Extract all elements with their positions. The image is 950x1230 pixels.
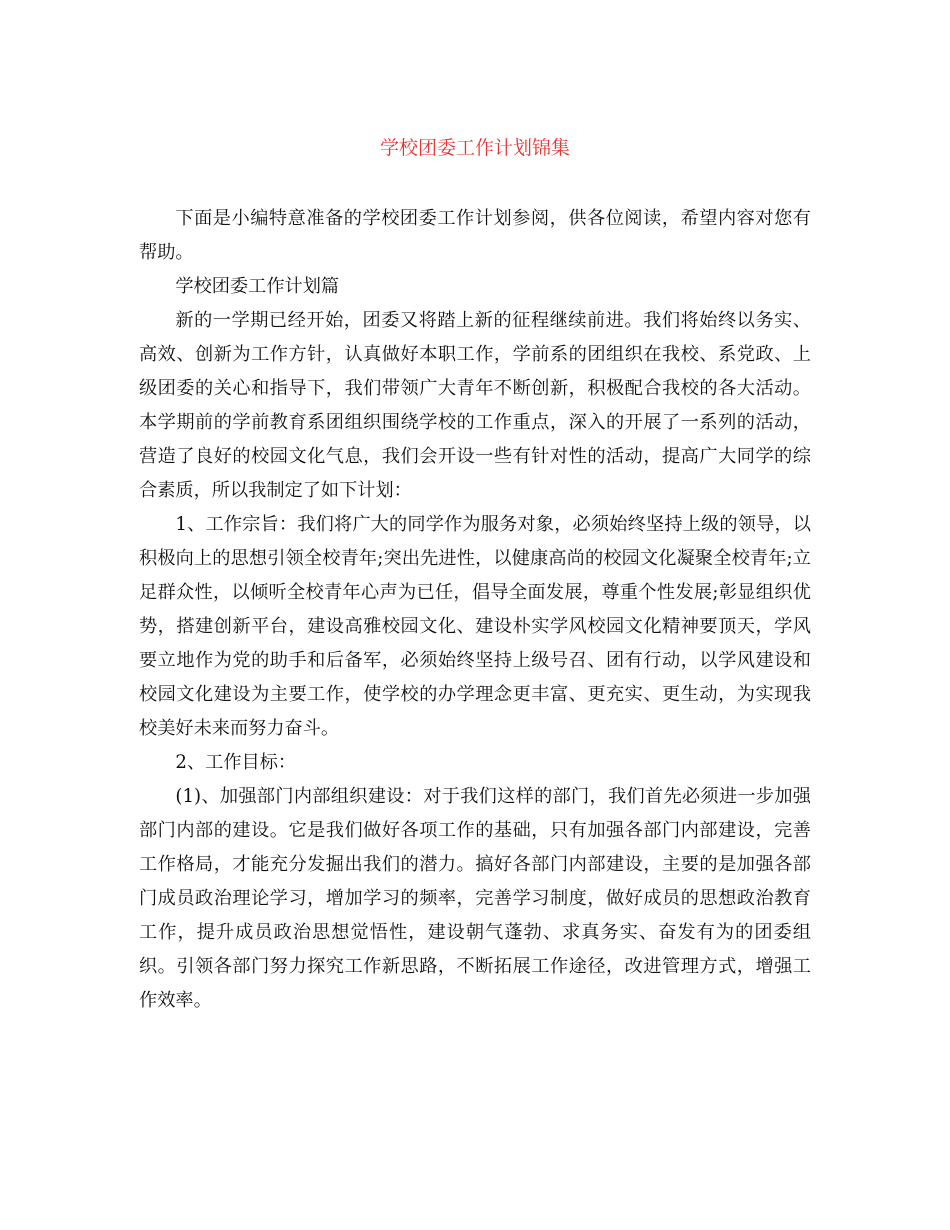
document-title: 学校团委工作计划锦集 (379, 137, 570, 159)
section-heading: 学校团委工作计划篇 (175, 276, 340, 297)
overview-paragraph: 新的一学期已经开始，团委又将踏上新的征程继续前进。我们将始终以务实、高效、创新为工作方针，认真做好本职工作，学前系的团组织在我校、系党政、上级团委的关心和指导下，我们带领广大青年不断创新，积极配合我校的各大活动。本学期前的学前教育系团组织围绕学校的工作重点，深入的开展了一系列的活动，营造了良好的校园文化气息，我们会开设一些有针对性的活动，提高广大同学的综合素质，所以我制定了如下计划： (139, 310, 811, 501)
purpose-paragraph: 1、工作宗旨：我们将广大的同学作为服务对象，必须始终坚持上级的领导，以积极向上的思想引领全校青年;突出先进性，以健康高尚的校园文化凝聚全校青年;立足群众性，以倾听全校青年心声为已任，倡导全面发展，尊重个性发展;彰显组织优势，搭建创新平台，建设高雅校园文化、建设朴实学风校园文化精神要顶天，学风要立地作为党的助手和后备军，必须始终坚持上级号召、团有行动，以学风建设和校园文化建设为主要工作，使学校的办学理念更丰富、更充实、更生动，为实现我校美好未来而努力奋斗。 (139, 514, 811, 739)
document-body (139, 202, 811, 1018)
goals-heading: 2、工作目标： (175, 752, 297, 773)
goal-1-paragraph: (1)、加强部门内部组织建设：对于我们这样的部门，我们首先必须进一步加强部门内部的建设。它是我们做好各项工作的基础，只有加强各部门内部建设，完善工作格局，才能充分发掘出我们的潜力。搞好各部门内部建设，主要的是加强各部门成员政治理论学习，增加学习的频率，完善学习制度，做好成员的思想政治教育工作，提升成员政治思想觉悟性，建设朝气蓬勃、求真务实、奋发有为的团委组织。引领各部门努力探究工作新思路，不断拓展工作途径，改进管理方式，增强工作效率。 (139, 786, 811, 1011)
intro-paragraph: 下面是小编特意准备的学校团委工作计划参阅，供各位阅读，希望内容对您有帮助。 (139, 208, 811, 263)
